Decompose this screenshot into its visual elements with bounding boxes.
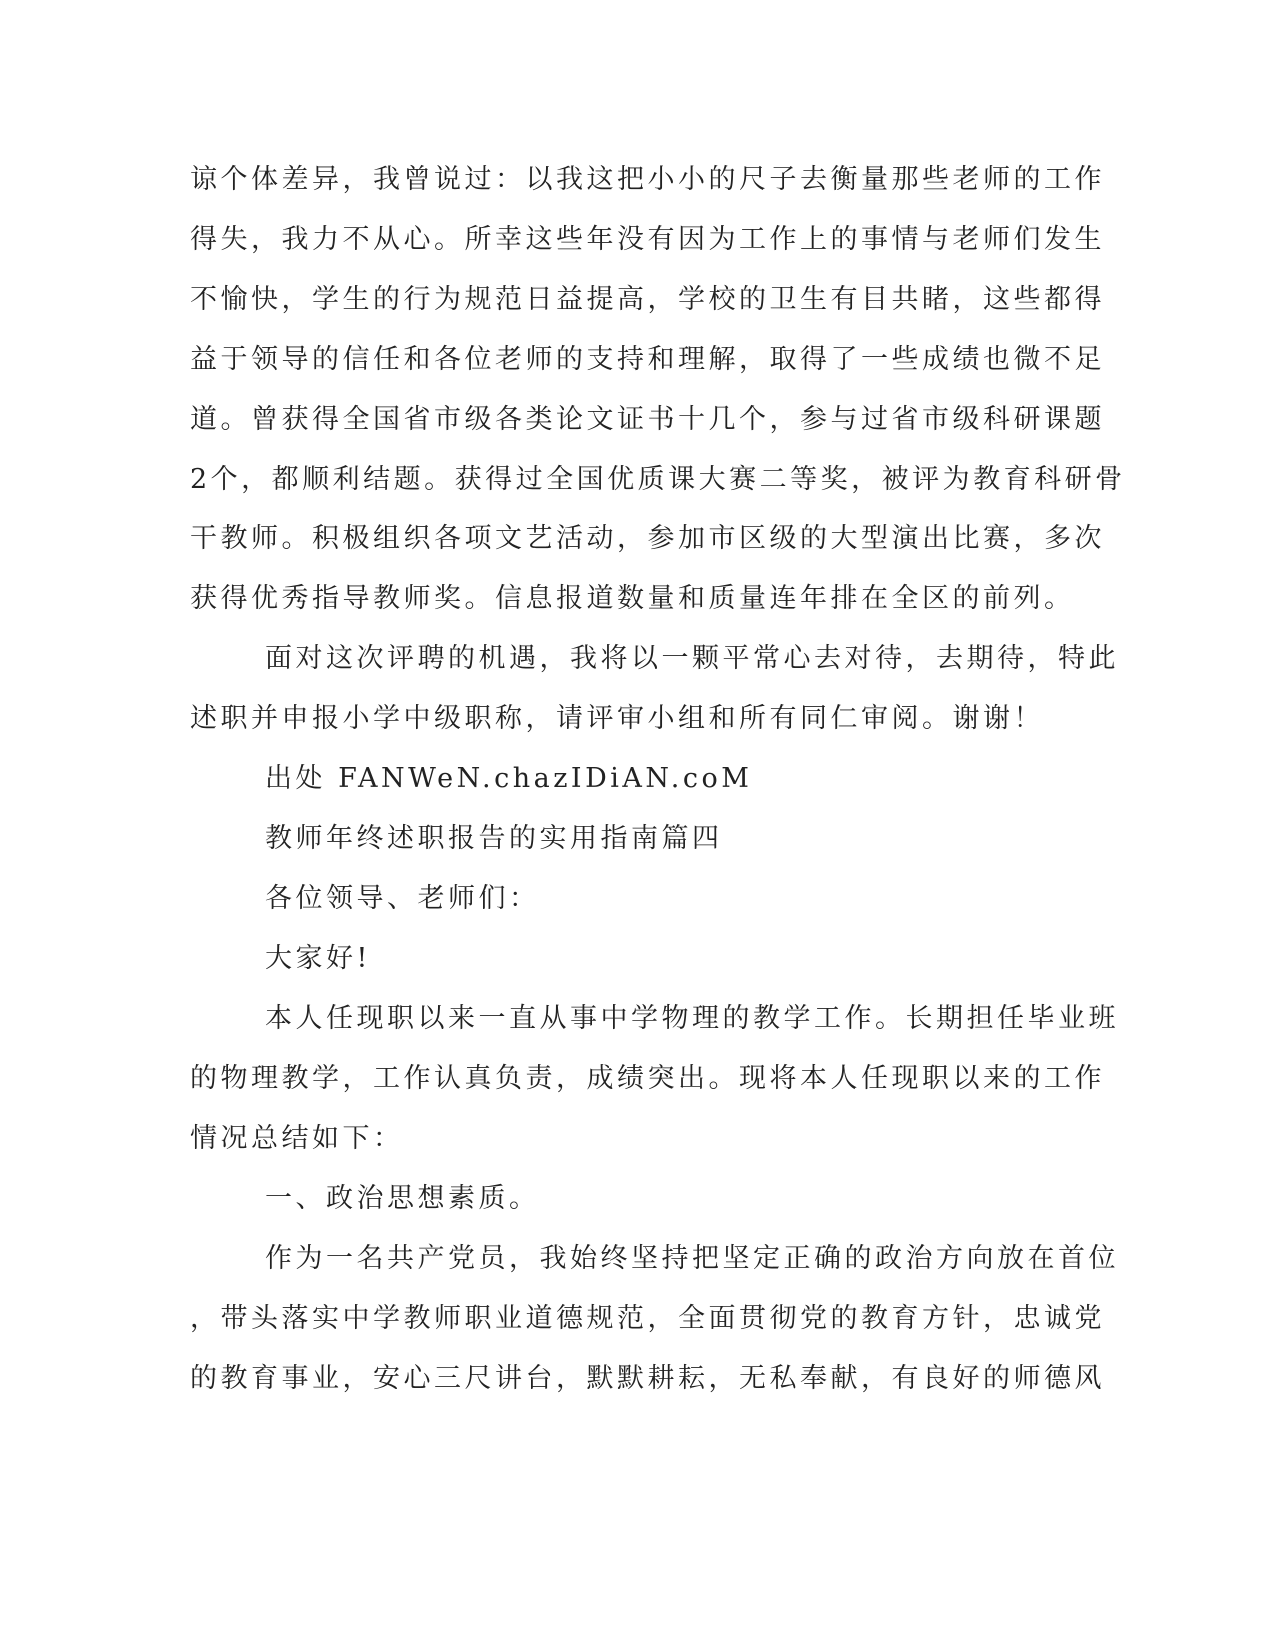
text-line: 情况总结如下： (190, 1123, 404, 1154)
text-line: ，带头落实中学教师职业道德规范，全面贯彻党的教育方针，忠诚党 (190, 1303, 1105, 1334)
greeting: 大家好! (265, 943, 371, 974)
text-line: 获得优秀指导教师奖。信息报道数量和质量连年排在全区的前列。 (190, 583, 1075, 614)
text-line: 益于领导的信任和各位老师的支持和理解，取得了一些成绩也微不足 (190, 344, 1105, 375)
text-line: 谅个体差异，我曾说过：以我这把小小的尺子去衡量那些老师的工作 (190, 164, 1105, 195)
salutation: 各位领导、老师们： (265, 883, 540, 914)
text-line: 2个，都顺利结题。获得过全国优质课大赛二等奖，被评为教育科研骨 (190, 464, 1126, 495)
text-line: 不愉快，学生的行为规范日益提高，学校的卫生有目共睹，这些都得 (190, 284, 1105, 315)
section-heading: 教师年终述职报告的实用指南篇四 (265, 823, 723, 854)
paragraph-first-line: 作为一名共产党员，我始终坚持把坚定正确的政治方向放在首位 (265, 1243, 1119, 1274)
text-line: 道。曾获得全国省市级各类论文证书十几个，参与过省市级科研课题 (190, 404, 1105, 435)
source-line: 出处 FANWeN.chazIDiAN.coM (265, 763, 753, 794)
text-line: 的物理教学，工作认真负责，成绩突出。现将本人任现职以来的工作 (190, 1063, 1105, 1094)
paragraph-first-line: 本人任现职以来一直从事中学物理的教学工作。长期担任毕业班 (265, 1003, 1119, 1034)
text-line: 的教育事业，安心三尺讲台，默默耕耘，无私奉献，有良好的师德风 (190, 1363, 1105, 1394)
text-line: 得失，我力不从心。所幸这些年没有因为工作上的事情与老师们发生 (190, 224, 1105, 255)
subsection-heading: 一、政治思想素质。 (265, 1183, 540, 1214)
text-line: 述职并申报小学中级职称，请评审小组和所有同仁审阅。谢谢！ (190, 703, 1044, 734)
text-line: 干教师。积极组织各项文艺活动，参加市区级的大型演出比赛，多次 (190, 523, 1105, 554)
paragraph-first-line: 面对这次评聘的机遇，我将以一颗平常心去对待，去期待，特此 (265, 643, 1119, 674)
